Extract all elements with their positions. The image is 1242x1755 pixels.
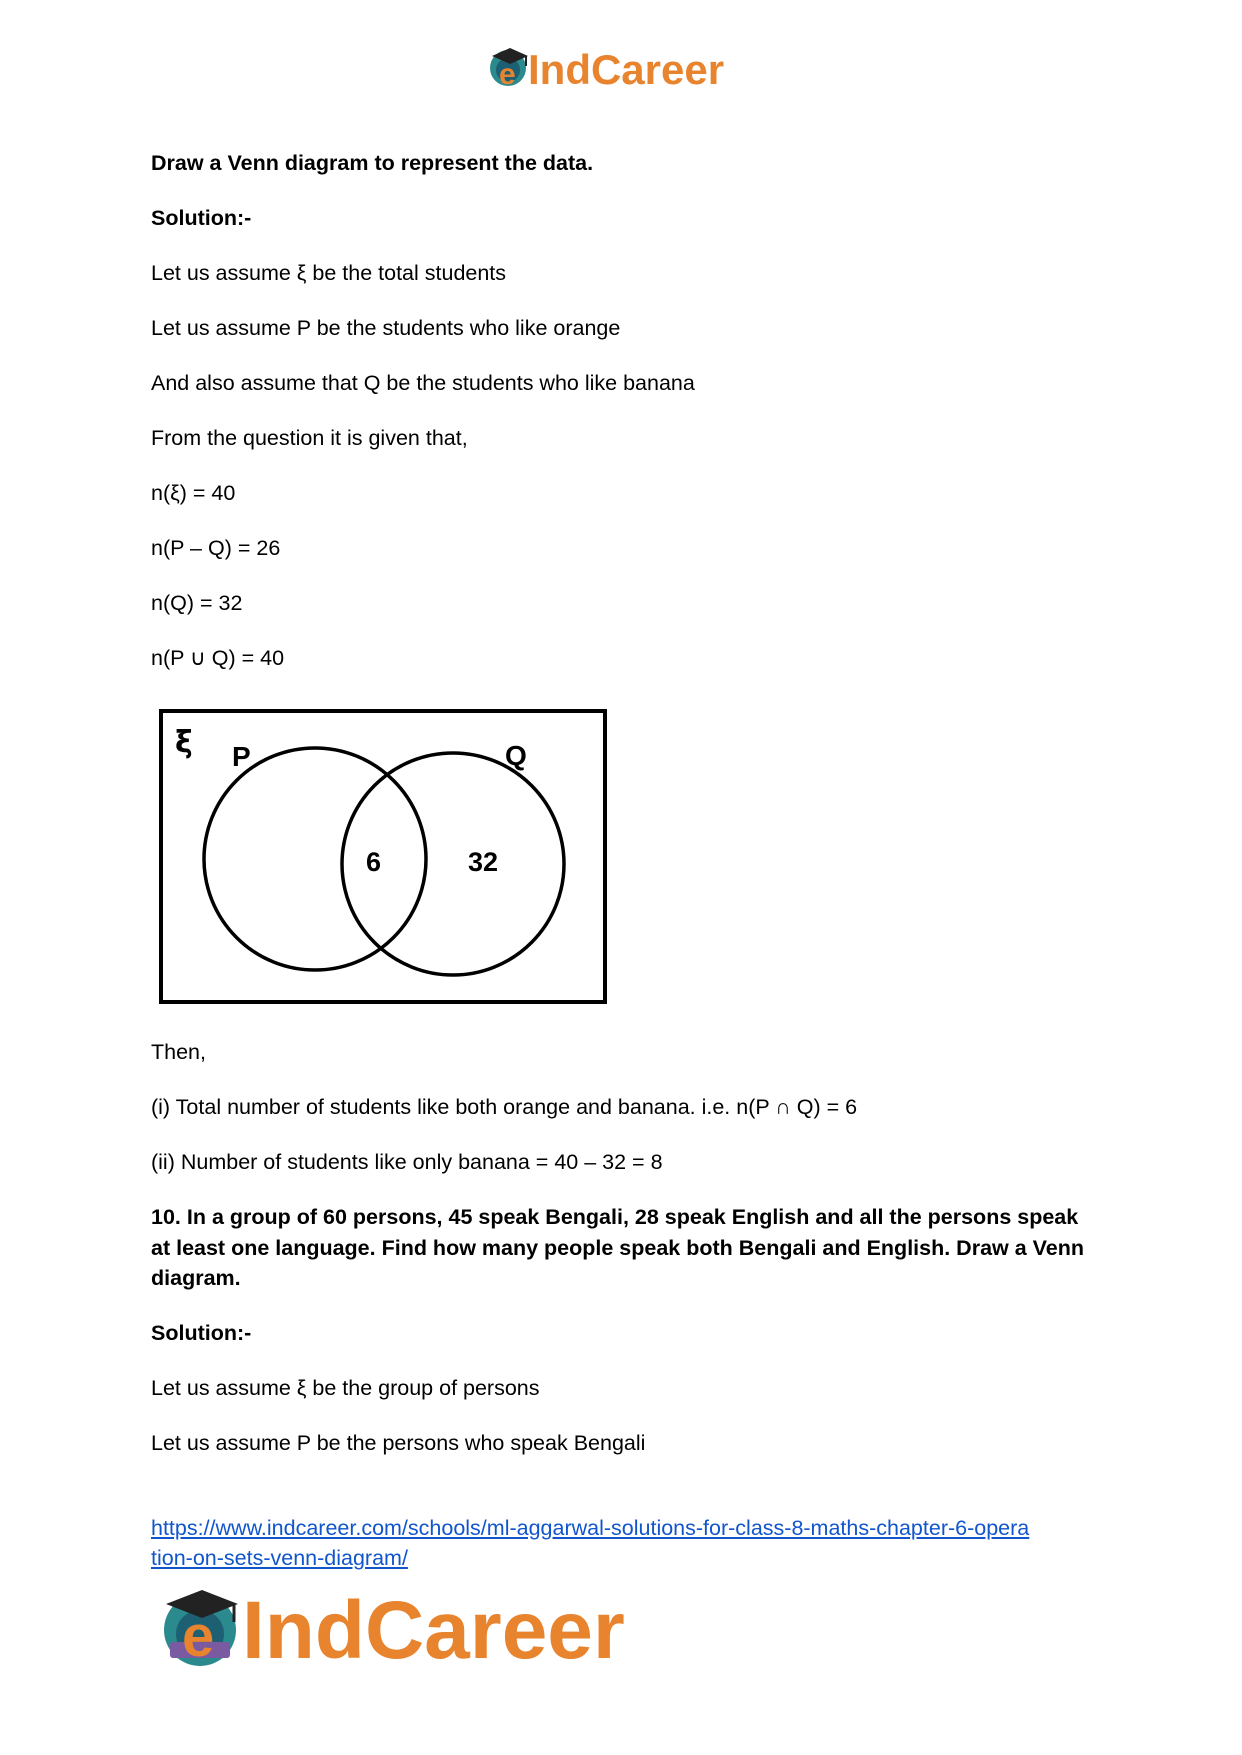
text-line: Let us assume P be the students who like orange xyxy=(151,316,621,340)
header-logo xyxy=(486,42,766,94)
question-10: 10. In a group of 60 persons, 45 speak Bengali, 28 speak English and all the persons speak at least one language. Find how many people speak both Bengali and English. Draw a Venn diagram. xyxy=(151,1205,1085,1290)
q-only-value: 32 xyxy=(468,847,499,877)
source-link-line[interactable]: tion-on-sets-venn-diagram/ xyxy=(151,1546,408,1570)
footer-logo xyxy=(160,1582,705,1672)
equation-line: n(Q) = 32 xyxy=(151,591,243,615)
universe-label: ξ xyxy=(175,725,193,760)
instruction-text: Draw a Venn diagram to represent the data. xyxy=(151,151,594,175)
set-p-label: P xyxy=(232,741,251,772)
graduation-cap-icon xyxy=(164,1590,238,1669)
answer-line: (ii) Number of students like only banana = 40 – 32 = 8 xyxy=(151,1150,663,1174)
source-link-line[interactable]: https://www.indcareer.com/schools/ml-aggarwal-solutions-for-class-8-maths-chapter-6-opera xyxy=(151,1516,1030,1540)
equation-line: n(ξ) = 40 xyxy=(151,481,236,505)
solution-heading: Solution:- xyxy=(151,206,252,230)
header-logo-text: IndCareer xyxy=(528,46,725,93)
answer-line: (i) Total number of students like both orange and banana. i.e. n(P ∩ Q) = 6 xyxy=(151,1095,858,1119)
text-line: Let us assume ξ be the total students xyxy=(151,261,507,285)
text-line: Then, xyxy=(151,1040,206,1064)
text-line: From the question it is given that, xyxy=(151,426,468,450)
intersection-value: 6 xyxy=(366,847,382,877)
footer-logo-text: IndCareer xyxy=(242,1585,625,1672)
universal-set-box xyxy=(161,711,605,1002)
text-line: And also assume that Q be the students who like banana xyxy=(151,371,695,395)
svg-text:e: e xyxy=(499,58,516,91)
text-line: Let us assume ξ be the group of persons xyxy=(151,1376,540,1400)
venn-diagram xyxy=(158,708,608,1005)
svg-text:e: e xyxy=(182,1604,215,1669)
solution-heading: Solution:- xyxy=(151,1321,252,1345)
text-line: Let us assume P be the persons who speak Bengali xyxy=(151,1431,646,1455)
graduation-cap-icon xyxy=(490,48,528,91)
equation-line: n(P ∪ Q) = 40 xyxy=(151,646,285,670)
set-q-label: Q xyxy=(505,740,527,771)
equation-line: n(P – Q) = 26 xyxy=(151,536,281,560)
source-link[interactable] xyxy=(151,1513,1101,1573)
